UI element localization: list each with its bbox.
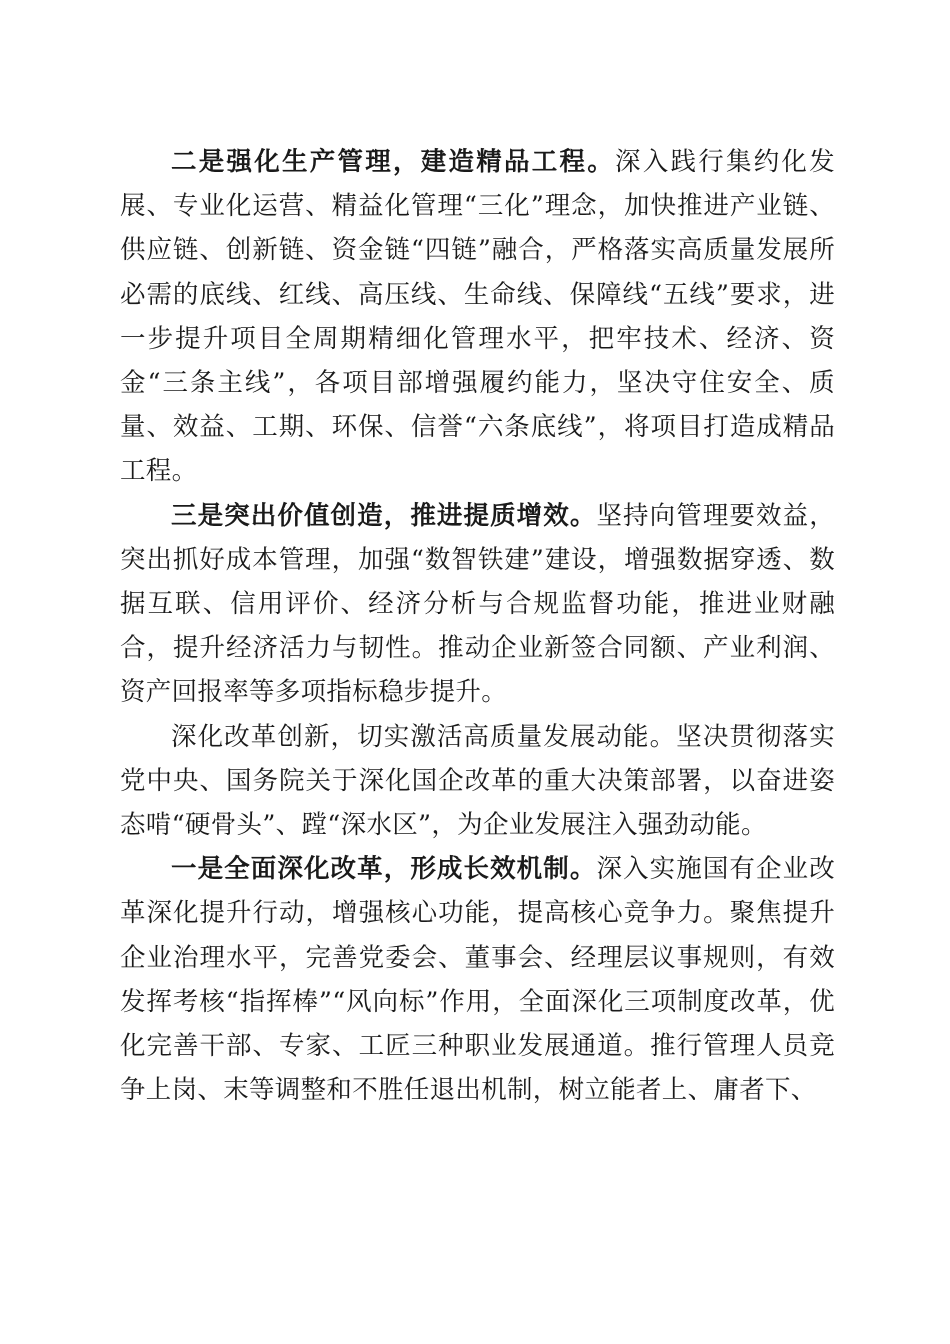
paragraph-text: 深入践行集约化发展、专业化运营、精益化管理“三化”理念，加快推进产业链、供应链、创新链、资金链“四链”融合，严格落实高质量发展所必需的底线、红线、高压线、生命线、保障线“五线”要求，进一步提升项目全周期精细化管理水平，把牢技术、经济、资金“三条主线”，各项目部增强履约能力，坚决守住安全、质量、效益、工期、环保、信誉“六条底线”，将项目打造成精品工程。	[120, 147, 835, 487]
document-body	[120, 140, 835, 1112]
paragraph-text: 深入实施国有企业改革深化提升行动，增强核心功能，提高核心竞争力。聚焦提升企业治理水平，完善党委会、董事会、经理层议事规则，有效发挥考核“指挥棒”“风向标”作用，全面深化三项制度改革，优化完善干部、专家、工匠三种职业发展通道。推行管理人员竞争上岗、末等调整和不胜任退出机制，树立能者上、庸者下、	[120, 854, 835, 1106]
paragraph-lead: 一是全面深化改革，形成长效机制。	[171, 854, 597, 885]
paragraph-reform-innovation	[120, 715, 835, 848]
paragraph-lead: 三是突出价值创造，推进提质增效。	[171, 500, 597, 531]
paragraph-text: 深化改革创新，切实激活高质量发展动能。坚决贯彻落实党中央、国务院关于深化国企改革的重大决策部署，以奋进姿态啃“硬骨头”、蹚“深水区”，为企业发展注入强劲动能。	[120, 721, 835, 841]
paragraph-text: 坚持向管理要效益，突出抓好成本管理，加强“数智铁建”建设，增强数据穿透、数据互联、信用评价、经济分析与合规监督功能，推进业财融合，提升经济活力与韧性。推动企业新签合同额、产业利润、资产回报率等多项指标稳步提升。	[120, 500, 835, 708]
paragraph-value-creation	[120, 494, 835, 715]
paragraph-lead: 二是强化生产管理，建造精品工程。	[171, 147, 615, 177]
paragraph-production-management	[120, 140, 835, 494]
paragraph-deepen-reform	[120, 847, 835, 1112]
